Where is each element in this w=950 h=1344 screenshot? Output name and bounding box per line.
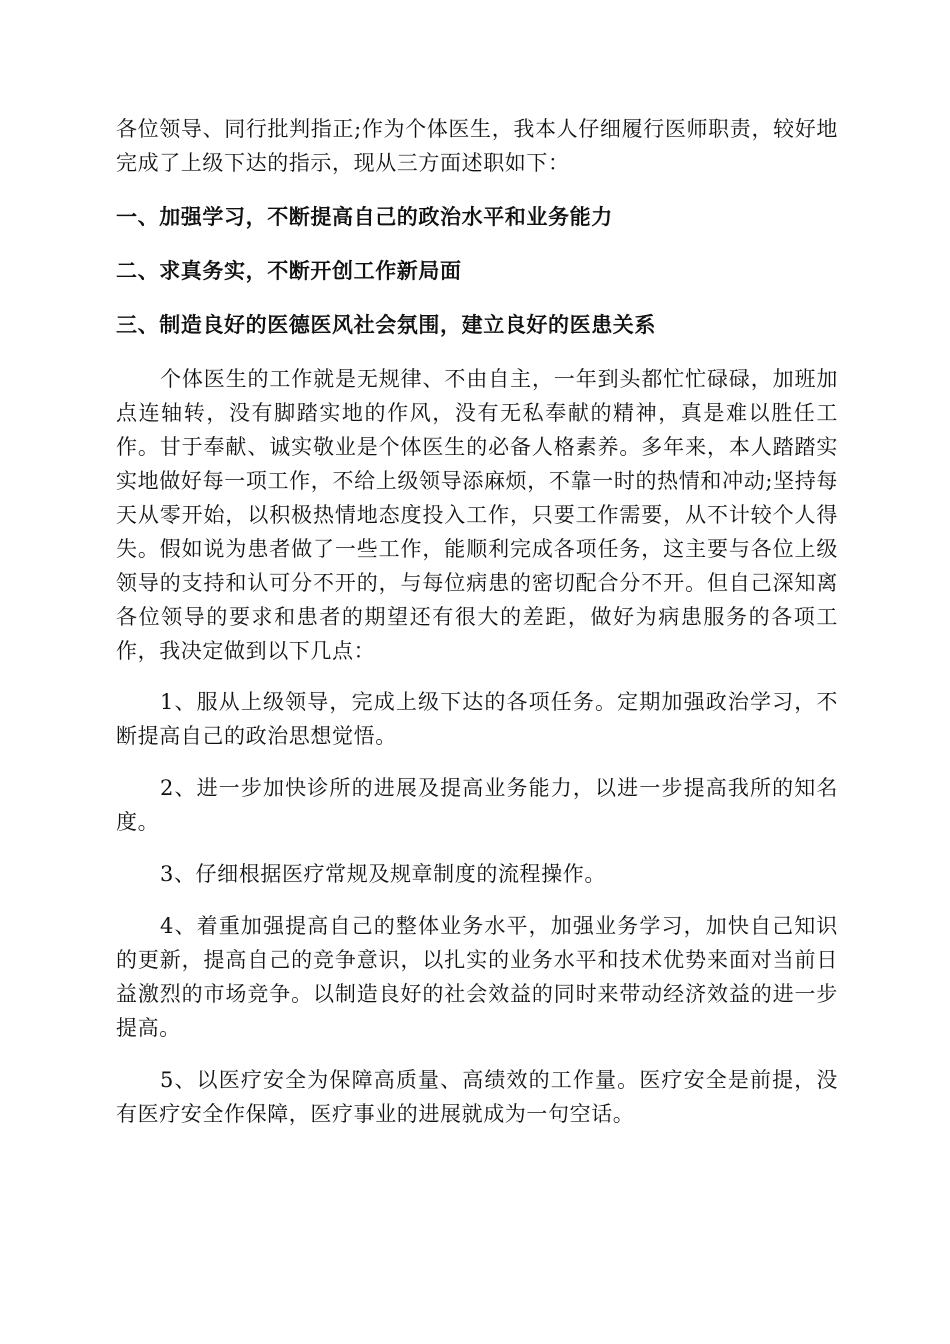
list-item-3: 3、仔细根据医疗常规及规章制度的流程操作。 — [160, 862, 606, 886]
section-heading-3: 三、制造良好的医德医风社会氛围，建立良好的医患关系 — [116, 312, 656, 337]
section-heading-2: 二、求真务实，不断开创工作新局面 — [116, 258, 462, 283]
section-heading-1: 一、加强学习，不断提高自己的政治水平和业务能力 — [116, 204, 613, 229]
list-item-4: 4、着重加强提高自己的整体业务水平，加强业务学习，加快自己知识的更新，提高自己的竞争意识，以扎实的业务水平和技术优势来面对当前日益激烈的市场竞争。以制造良好的社会效益的同时来带动经济效益的进一步提高。 — [116, 914, 838, 1040]
list-item-1: 1、服从上级领导，完成上级下达的各项任务。定期加强政治学习，不断提高自己的政治思想觉悟。 — [116, 690, 838, 748]
body-paragraph: 个体医生的工作就是无规律、不由自主，一年到头都忙忙碌碌，加班加点连轴转，没有脚踏实地的作风，没有无私奉献的精神，真是难以胜任工作。甘于奉献、诚实敬业是个体医生的必备人格素养。多年来，本人踏踏实实地做好每一项工作，不给上级领导添麻烦，不靠一时的热情和冲动;坚持每天从零开始，以积极热情地态度投入工作，只要工作需要，从不计较个人得失。假如说为患者做了一些工作，能顺利完成各项任务，这主要与各位上级领导的支持和认可分不开的，与每位病患的密切配合分不开。但自己深知离各位领导的要求和患者的期望还有很大的差距，做好为病患服务的各项工作，我决定做到以下几点： — [116, 367, 838, 663]
intro-paragraph: 各位领导、同行批判指正;作为个体医生，我本人仔细履行医师职责，较好地完成了上级下达的指示，现从三方面述职如下： — [116, 117, 838, 175]
list-item-5: 5、以医疗安全为保障高质量、高绩效的工作量。医疗安全是前提，没有医疗安全作保障，医疗事业的进展就成为一句空话。 — [116, 1068, 838, 1126]
list-item-2: 2、进一步加快诊所的进展及提高业务能力，以进一步提高我所的知名度。 — [116, 776, 838, 834]
document-page — [116, 112, 838, 1131]
